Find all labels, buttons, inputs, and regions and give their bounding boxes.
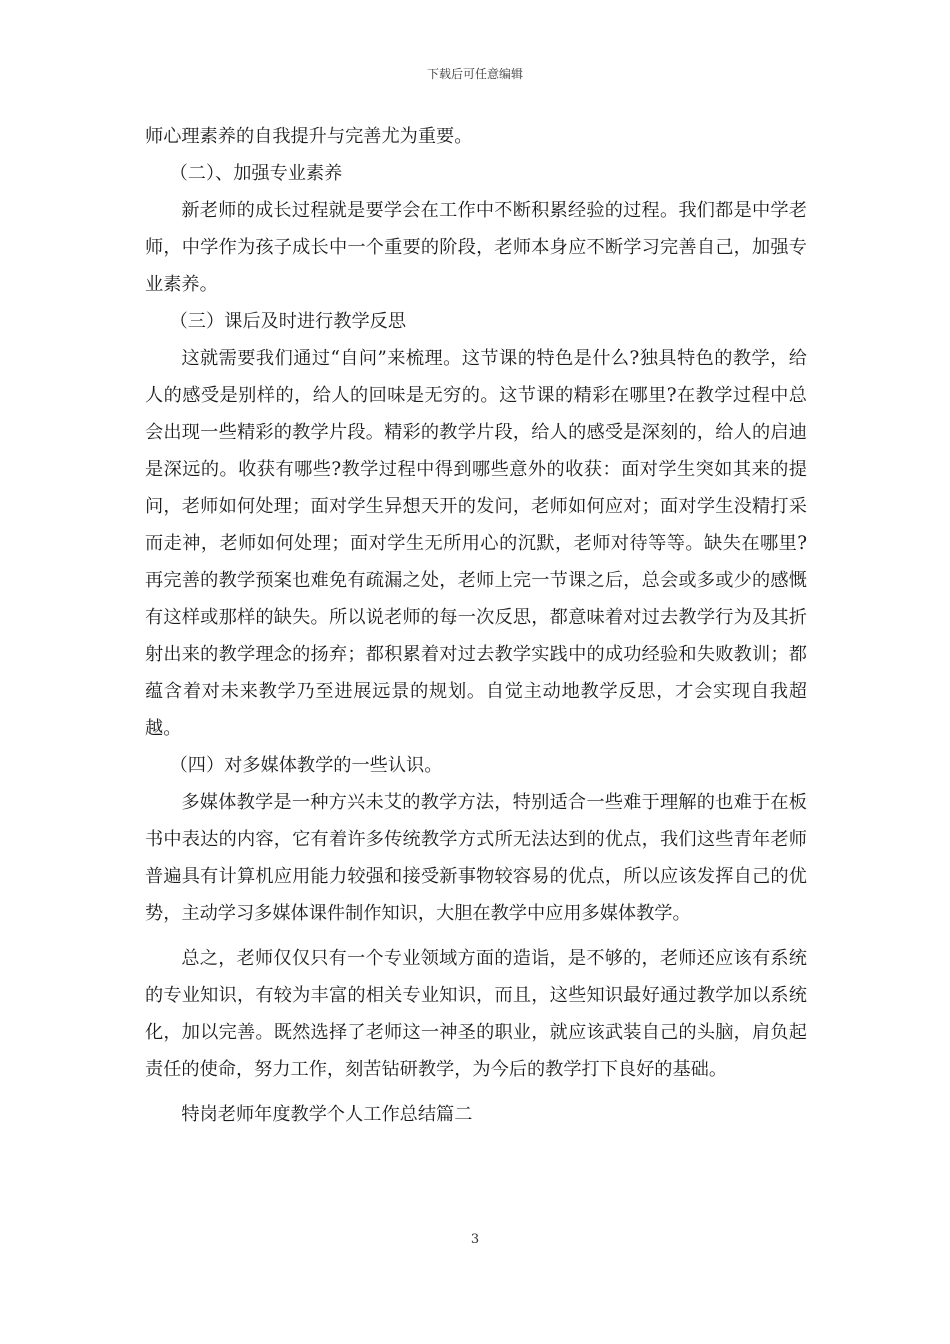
paragraph-multimedia-teaching: 多媒体教学是一种方兴未艾的教学方法，特别适合一些难于理解的也难于在板书中表达的内容，它有着许多传统教学方式所无法达到的优点，我们这些青年老师普遍具有计算机应用能力较强和接受新事物较容易的优点，所以应该发挥自己的优势，主动学习多媒体课件制作知识，大胆在教学中应用多媒体教学。 <box>145 792 807 924</box>
section-heading-3: （三）课后及时进行教学反思 <box>169 311 407 332</box>
document-body <box>145 118 807 1133</box>
paragraph-teaching-reflection: 这就需要我们通过“自问”来梳理。这节课的特色是什么?独具特色的教学，给人的感受是别样的，给人的回味是无穷的。这节课的精彩在哪里?在教学过程中总会出现一些精彩的教学片段。精彩的教学片段，给人的感受是深刻的，给人的启迪是深远的。收获有哪些?教学过程中得到哪些意外的收获：面对学生突如其来的提问，老师如何处理；面对学生异想天开的发问，老师如何应对；面对学生没精打采而走神，老师如何处理；面对学生无所用心的沉默，老师对待等等。缺失在哪里?再完善的教学预案也难免有疏漏之处，老师上完一节课之后，总会或多或少的感慨有这样或那样的缺失。所以说老师的每一次反思，都意味着对过去教学行为及其折射出来的教学理念的扬弃；都积累着对过去教学实践中的成功经验和失败教训；都蕴含着对未来教学乃至进展远景的规划。自觉主动地教学反思，才会实现自我超越。 <box>145 348 807 739</box>
section-heading-4: （四）对多媒体教学的一些认识。 <box>169 755 443 776</box>
paragraph-summary: 总之，老师仅仅只有一个专业领域方面的造诣，是不够的，老师还应该有系统的专业知识，有较为丰富的相关专业知识，而且，这些知识最好通过教学加以系统化，加以完善。既然选择了老师这一神圣的职业，就应该武装自己的头脑，肩负起责任的使命，努力工作，刻苦钻研教学，为今后的教学打下良好的基础。 <box>145 948 807 1080</box>
section-heading-2: （二）、加强专业素养 <box>169 163 343 184</box>
page-number: 3 <box>470 1232 480 1247</box>
paragraph-professional-quality: 新老师的成长过程就是要学会在工作中不断积累经验的过程。我们都是中学老师，中学作为孩子成长中一个重要的阶段，老师本身应不断学习完善自己，加强专业素养。 <box>145 200 807 295</box>
page-header: 下载后可任意编辑 <box>426 67 523 81</box>
section-title-part-two: 特岗老师年度教学个人工作总结篇二 <box>181 1104 473 1125</box>
paragraph-continuation: 师心理素养的自我提升与完善尤为重要。 <box>145 126 473 147</box>
